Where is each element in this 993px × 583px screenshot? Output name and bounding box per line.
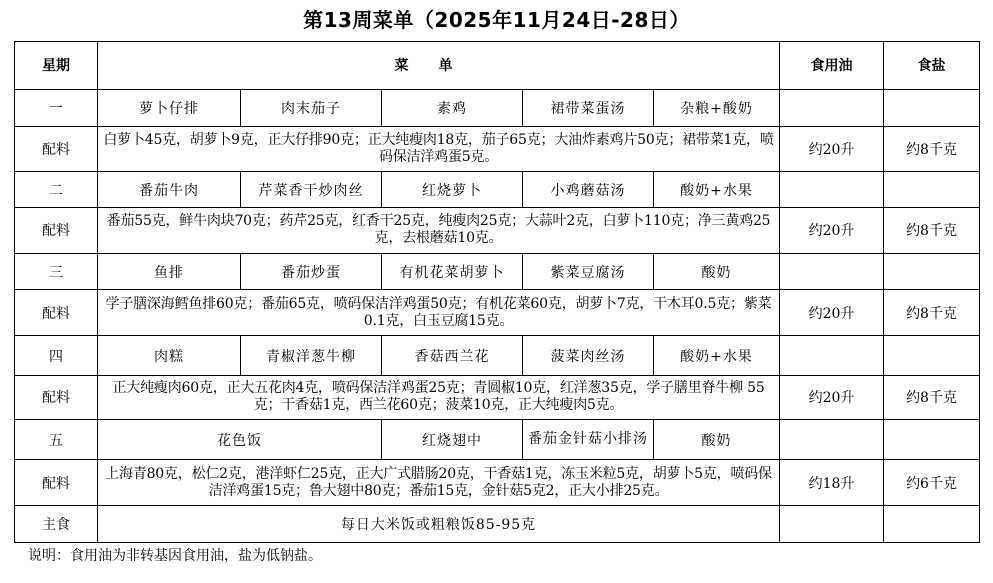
weekday-header: 星期 [15,42,98,90]
dish-cell: 杂粮+酸奶 [654,89,780,126]
ingredients-label: 配料 [15,460,98,506]
oil-blank [780,336,884,376]
footnote: 说明：食用油为非转基因食用油，盐为低钠盐。 [28,548,322,564]
dish-cell: 小鸡蘑菇汤 [523,172,654,208]
dish-cell: 花色饭 [98,419,382,460]
oil-blank [780,506,884,543]
ingredient-row-thu [15,375,980,419]
dish-cell: 紫菜豆腐汤 [523,253,654,290]
dish-row-wed [15,253,980,290]
salt-amount: 约6千克 [884,460,980,506]
oil-blank [780,89,884,126]
oil-header: 食用油 [780,42,884,90]
dish-cell: 有机花菜胡萝卜 [382,253,523,290]
oil-blank [780,253,884,290]
dish-row-thu [15,336,980,376]
dish-cell: 素鸡 [382,89,523,126]
dish-cell: 芹菜香干炒肉丝 [241,172,382,208]
dish-cell: 酸奶 [654,419,780,460]
ingredient-row-fri [15,460,980,506]
salt-blank [884,89,980,126]
dish-cell: 酸奶+水果 [654,172,780,208]
oil-amount: 约18升 [780,460,884,506]
dish-cell: 红烧萝卜 [382,172,523,208]
dish-cell: 肉糕 [98,336,241,376]
menu-header: 菜单 [98,42,780,90]
ingredients-text: 学子膳深海鳕鱼排60克；番茄65克，喷码保洁洋鸡蛋50克；有机花菜60克，胡萝卜7克，干木耳0.5克；紫菜0.1克，白玉豆腐15克。 [98,290,780,336]
oil-amount: 约20升 [780,290,884,336]
day-label: 三 [15,253,98,290]
salt-blank [884,419,980,460]
dish-cell: 酸奶 [654,253,780,290]
salt-blank [884,506,980,543]
dish-cell: 番茄牛肉 [98,172,241,208]
salt-blank [884,172,980,208]
ingredient-row-tue [15,207,980,253]
day-label: 五 [15,419,98,460]
ingredients-text: 正大纯瘦肉60克，正大五花肉4克，喷码保洁洋鸡蛋25克；青圆椒10克，红洋葱35克，学子膳里脊牛柳 55克；干香菇1克，西兰花60克；菠菜10克，正大纯瘦肉5克。 [98,375,780,419]
dish-row-mon [15,89,980,126]
dish-cell: 红烧翅中 [382,419,523,460]
salt-amount: 约8千克 [884,126,980,172]
dish-cell: 酸奶+水果 [654,336,780,376]
dish-cell: 鱼排 [98,253,241,290]
menu-table [14,41,980,543]
day-label: 四 [15,336,98,376]
salt-blank [884,336,980,376]
staple-row [15,506,980,543]
salt-amount: 约8千克 [884,207,980,253]
salt-amount: 约8千克 [884,375,980,419]
dish-cell: 裙带菜蛋汤 [523,89,654,126]
dish-cell: 番茄金针菇小排汤 [523,419,654,460]
oil-blank [780,172,884,208]
ingredient-row-wed [15,290,980,336]
dish-cell: 菠菜肉丝汤 [523,336,654,376]
header-row [15,42,980,90]
dish-cell: 香菇西兰花 [382,336,523,376]
dish-cell: 萝卜仔排 [98,89,241,126]
salt-blank [884,253,980,290]
dish-row-tue [15,172,980,208]
ingredients-text: 白萝卜45克，胡萝卜9克，正大仔排90克；正大纯瘦肉18克，茄子65克；大油炸素鸡片50克；裙带菜1克，喷码保洁洋鸡蛋5克。 [98,126,780,172]
page-title: 第13周菜单（2025年11月24日-28日） [303,8,690,32]
salt-header: 食盐 [884,42,980,90]
ingredients-label: 配料 [15,126,98,172]
dish-cell: 肉末茄子 [241,89,382,126]
dish-cell: 青椒洋葱牛柳 [241,336,382,376]
day-label: 一 [15,89,98,126]
ingredients-label: 配料 [15,290,98,336]
day-label: 二 [15,172,98,208]
ingredients-label: 配料 [15,207,98,253]
dish-cell: 番茄炒蛋 [241,253,382,290]
oil-amount: 约20升 [780,126,884,172]
oil-amount: 约20升 [780,375,884,419]
staple-label: 主食 [15,506,98,543]
oil-amount: 约20升 [780,207,884,253]
ingredient-row-mon [15,126,980,172]
salt-amount: 约8千克 [884,290,980,336]
ingredients-text: 番茄55克，鲜牛肉块70克；药芹25克，红香干25克，纯瘦肉25克；大蒜叶2克，白萝卜110克；净三黄鸡25克，去根蘑菇10克。 [98,207,780,253]
oil-blank [780,419,884,460]
staple-text: 每日大米饭或粗粮饭85-95克 [98,506,780,543]
ingredients-text: 上海青80克，松仁2克，港洋虾仁25克，正大广式腊肠20克，干香菇1克，冻玉米粒5克，胡萝卜5克，喷码保洁洋鸡蛋15克；鲁大翅中80克；番茄15克，金针菇5克2，正大小排25克。 [98,460,780,506]
dish-row-fri [15,419,980,460]
ingredients-label: 配料 [15,375,98,419]
